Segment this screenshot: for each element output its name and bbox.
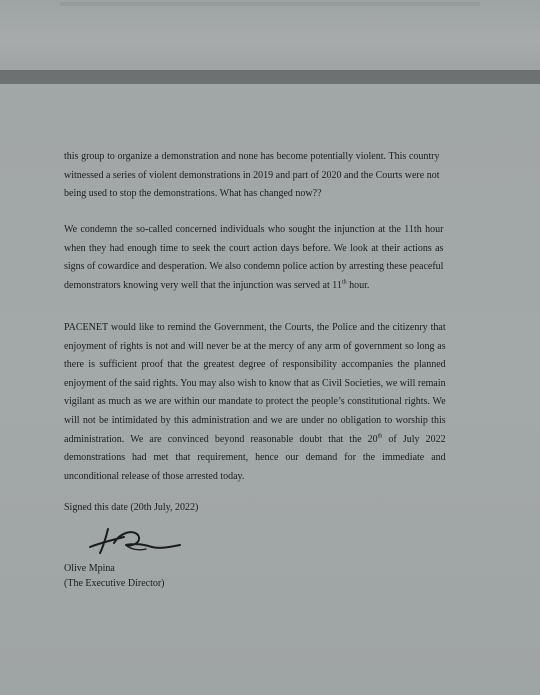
- top-strip: [0, 0, 540, 70]
- page-separator-band: [0, 70, 540, 84]
- signed-date-line: Signed this date (20th July, 2022): [64, 502, 199, 513]
- text-line: being used to stop the demonstrations. What has changed now??: [64, 188, 322, 200]
- text-segment: hour.: [346, 279, 370, 291]
- text-line: enjoyment of rights is not and will never be at the mercy of any arm of government so long as: [64, 340, 446, 352]
- signatory-block: [64, 561, 165, 591]
- text-line: We condemn the so-called concerned individuals who sought the injunction at the 11th hour: [64, 224, 444, 235]
- text-line: this group to organize a demonstration and none has become potentially violent. This country: [64, 151, 440, 162]
- handwritten-signature: [86, 523, 186, 557]
- text-line: will not be intimidated by this administration and we are under no obligation to worship this: [64, 414, 446, 426]
- text-line: [64, 277, 443, 296]
- paragraph-3: [64, 319, 446, 486]
- signatory-title: (The Executive Director): [64, 578, 165, 589]
- text-line: there is sufficient proof that the greatest degree of responsibility accompanies the planned: [64, 359, 446, 371]
- ordinal-suffix: th: [377, 433, 383, 440]
- text-line: signs of cowardice and desperation. We also condemn police action by arresting these peaceful: [64, 261, 444, 273]
- paragraph-1: [64, 148, 439, 204]
- text-segment: of July 2022: [382, 433, 446, 445]
- faint-header-line: [60, 2, 480, 6]
- text-line: vigilant as much as we are within our mandate to protect the people’s constitutional rights. We: [64, 396, 446, 408]
- text-segment: administration. We are convinced beyond reasonable doubt that the 20: [64, 433, 378, 445]
- signatory-name: Olive Mpina: [64, 563, 115, 574]
- ordinal-suffix: th: [341, 279, 347, 286]
- text-line: [64, 431, 446, 450]
- text-line: PACENET would like to remind the Government, the Courts, the Police and the citizenry that: [64, 322, 446, 333]
- text-line: unconditional release of those arrested today.: [64, 470, 245, 482]
- text-segment: demonstrators knowing very well that the injunction was served at 11: [64, 279, 342, 291]
- text-line: demonstrations had met that requirement, hence our demand for the immediate and: [64, 452, 446, 464]
- text-line: enjoyment of the said rights. You may also wish to know that as Civil Societies, we will remain: [64, 377, 446, 389]
- text-line: when they had enough time to seek the court action days before. We look at their actions as: [64, 242, 444, 254]
- text-line: witnessed a series of violent demonstrations in 2019 and part of 2020 and the Courts were not: [64, 169, 440, 181]
- paragraph-2: [64, 221, 443, 295]
